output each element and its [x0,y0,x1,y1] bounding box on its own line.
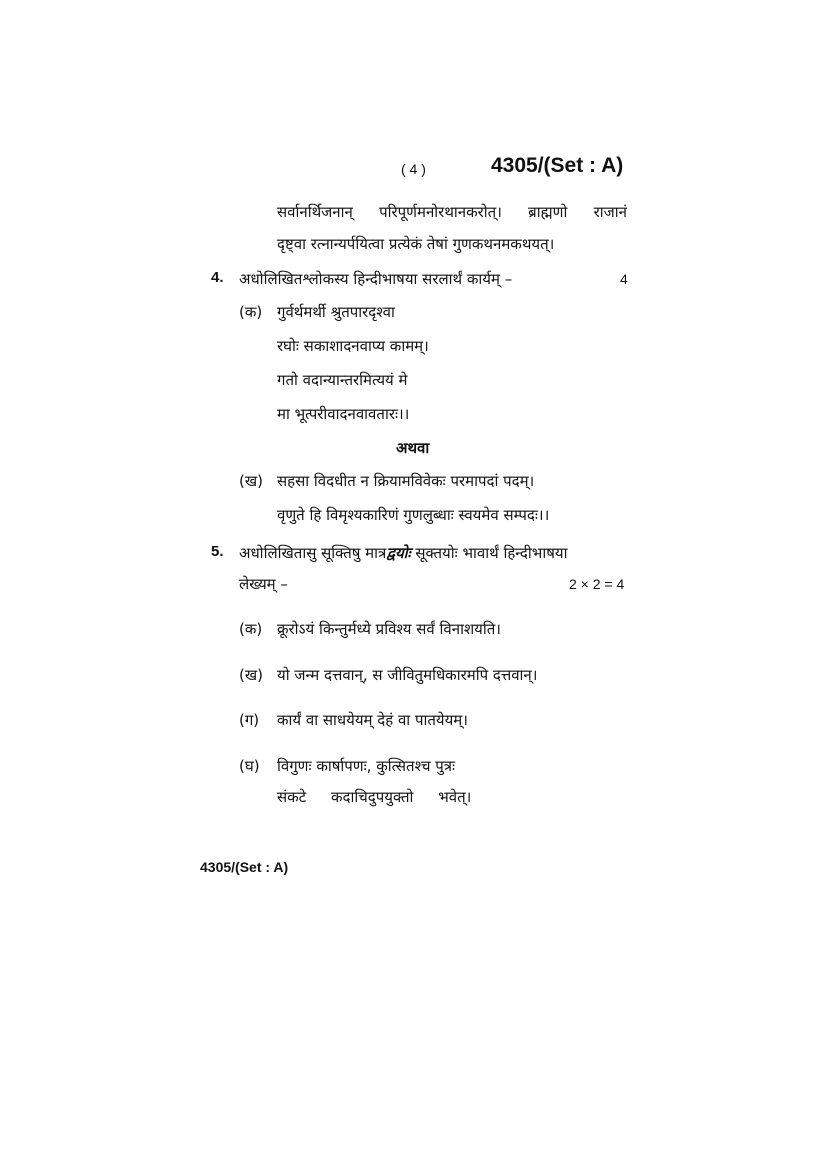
q4-b-line-2: वृणुते हि विमृश्यकारिणं गुणलुब्धाः स्वयमेव सम्पदः।। [277,506,550,524]
q4-a-label: (क) [239,303,263,321]
passage-line-1: सर्वानर्थिजनान् परिपूर्णमनोरथानकरोत्। ब्राह्मणो राजानं [277,203,627,221]
q4-a-line-3: गतो वदान्यान्तरमित्ययं मे [277,371,408,389]
page-number: ( 4 ) [401,161,426,177]
q5-item-b-label: (ख) [239,666,263,684]
q5-number: 5. [211,543,224,560]
q4-a-line-2: रघोः सकाशादनवाप्य कामम्। [277,337,429,355]
q5-instruction-part1: अधोलिखितासु सूक्तिषु मात्र [239,544,387,562]
q5-instruction-part2: सूक्तयोः भावार्थं हिन्दीभाषया [410,544,568,562]
q4-a-line-1: गुर्वर्थमर्थी श्रुतपारदृश्वा [277,303,395,321]
paper-code-footer: 4305/(Set : A) [200,859,289,875]
q5-item-d-label: (घ) [239,757,260,775]
q4-or-label: अथवा [396,439,430,457]
q5-item-d-text: विगुणः कार्षापणः, कुत्सितश्च पुत्रः [277,757,456,775]
passage-line-2: दृष्ट्वा रत्नान्यर्पयित्वा प्रत्येकं तेषां गुणकथनमकथयत्। [277,235,555,253]
q4-instruction: अधोलिखितश्लोकस्य हिन्दीभाषया सरलार्थं कार्यम् – [239,270,513,288]
q5-marks: 2 × 2 = 4 [569,576,625,592]
q4-a-line-4: मा भूत्परीवादनवावतारः।। [277,405,410,423]
q4-b-line-1: सहसा विदधीत न क्रियामविवेकः परमापदां पदम्। [277,472,535,490]
q5-instruction-line-2: लेख्यम् – [239,575,288,593]
q5-instruction-line-1 [239,543,567,563]
q5-item-c-text: कार्यं वा साधयेयम् देहं वा पातयेयम्। [277,711,468,729]
q5-item-d-text-2: संकटे कदाचिदुपयुक्तो भवेत्। [277,788,472,806]
q5-item-a-text: क्रूरोऽयं किन्तुर्मध्ये प्रविश्य सर्वं विनाशयति। [277,620,501,638]
q4-marks: 4 [620,271,628,287]
q4-b-label: (ख) [239,472,263,490]
paper-code-header: 4305/(Set : A) [491,154,624,177]
q5-item-c-label: (ग) [239,711,260,729]
q5-item-a-label: (क) [239,620,263,638]
q5-item-b-text: यो जन्म दत्तवान्, स जीवितुमधिकारमपि दत्तवान्। [277,666,538,684]
q5-instruction-emphasis: द्वयोः [386,544,411,562]
q4-number: 4. [211,269,224,286]
